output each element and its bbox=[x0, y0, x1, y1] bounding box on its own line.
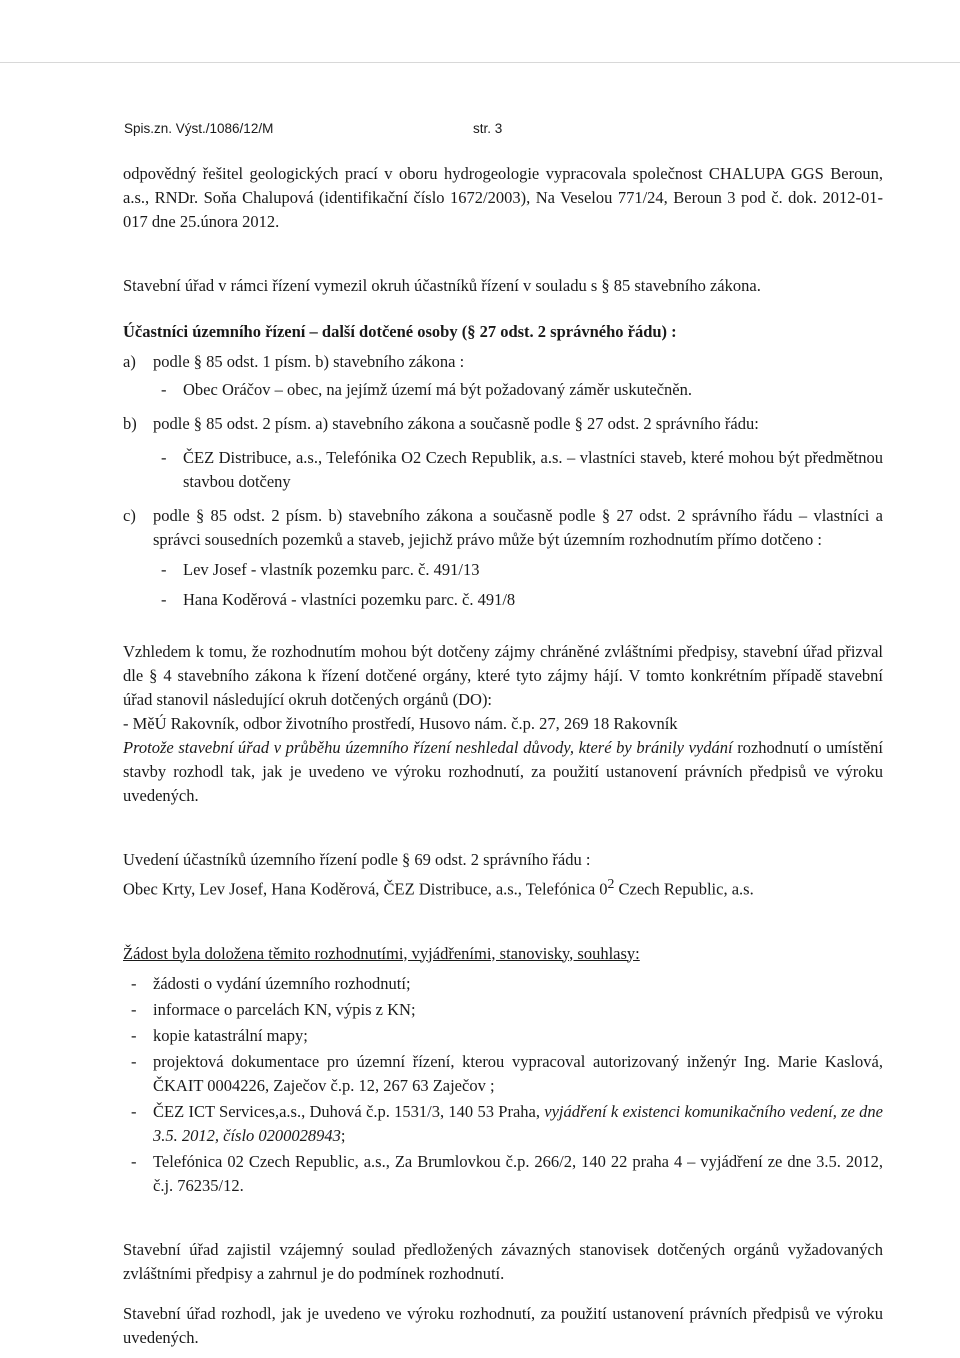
list-item-text: Lev Josef - vlastník pozemku parc. č. 491/13 bbox=[183, 560, 480, 579]
dash-bullet: - bbox=[161, 448, 167, 467]
list-item bbox=[153, 588, 883, 612]
list-item-text: projektová dokumentace pro územní řízení, kterou vypracoval autorizovaný inženýr Ing. Marie Kaslová, ČKAIT 0004226, Zaječov č.p. 12, 267 63 Zaječov ; bbox=[153, 1051, 883, 1095]
list-item bbox=[123, 1100, 883, 1148]
list-item bbox=[123, 972, 883, 996]
file-reference: Spis.zn. Výst./1086/12/M bbox=[124, 121, 274, 136]
list-item-text bbox=[153, 1100, 883, 1148]
authority-line: - MěÚ Rakovník, odbor životního prostředí, Husovo nám. č.p. 27, 269 18 Rakovník bbox=[123, 714, 678, 733]
list-item-text: informace o parcelách KN, výpis z KN; bbox=[153, 999, 416, 1019]
dash-bullet: - bbox=[161, 380, 167, 399]
item-text: podle § 85 odst. 2 písm. a) stavebního zákona a současně podle § 27 odst. 2 správního řádu: bbox=[153, 414, 759, 433]
attachments-list bbox=[123, 972, 883, 1198]
decision-italic-text: Protože stavební úřad v průběhu územního řízení neshledal důvody, které by bránily vydání bbox=[123, 738, 733, 757]
superscript: 2 bbox=[607, 876, 615, 891]
item-text-italic: vyjádření k existenci komunikačního vedení, ze dne 3.5. 2012, číslo 0200028943 bbox=[153, 1101, 883, 1145]
dash-bullet: - bbox=[131, 999, 137, 1019]
dash-bullet: - bbox=[131, 1051, 137, 1071]
attachments-heading: Žádost byla doložena těmito rozhodnutími, vyjádřeními, stanovisky, souhlasy: bbox=[123, 943, 640, 963]
list-item bbox=[153, 378, 883, 402]
decision-text: rozhodnutí o umístění stavby rozhodl tak, jak je uvedeno ve výroku rozhodnutí, za použití ustanovení právních předpisů ve výroku uvedených. bbox=[123, 738, 883, 805]
list-item bbox=[123, 1024, 883, 1048]
dash-bullet: - bbox=[131, 1025, 137, 1045]
list-item bbox=[123, 1150, 883, 1198]
list-item-text: ČEZ Distribuce, a.s., Telefónika O2 Czech Republik, a.s. – vlastníci staveb, které mohou být předmětnou stavbou dotčeny bbox=[183, 448, 883, 491]
participants-listing-names bbox=[123, 872, 883, 902]
participants-names-text-end: Czech Republic, a.s. bbox=[614, 879, 754, 899]
list-item bbox=[153, 446, 883, 494]
item-label: c) bbox=[123, 506, 136, 525]
dash-bullet: - bbox=[161, 590, 167, 609]
list-item-text: Obec Oráčov – obec, na jejímž území má být požadovaný záměr uskutečněn. bbox=[183, 380, 693, 399]
participants-names-text: Obec Krty, Lev Josef, Hana Koděrová, ČEZ Distribuce, a.s., Telefónica 0 bbox=[123, 879, 608, 899]
item-text-end: ; bbox=[340, 1125, 346, 1145]
list-item-text: kopie katastrální mapy; bbox=[153, 1025, 308, 1045]
document-body bbox=[123, 162, 883, 1350]
item-text: podle § 85 odst. 1 písm. b) stavebního zákona : bbox=[153, 352, 465, 371]
item-text: podle § 85 odst. 2 písm. b) stavebního zákona a současně podle § 27 odst. 2 správního řádu – vlastníci a správci sousedních pozemků a staveb, jejichž právo může být územním rozhodnutím přímo dotčeno : bbox=[153, 506, 883, 549]
list-item-text: Telefónica 02 Czech Republic, a.s., Za Brumlovkou č.p. 266/2, 140 22 praha 4 – vyjádření ze dne 3.5. 2012, č.j. 76235/12. bbox=[153, 1151, 883, 1195]
participant-group-a bbox=[123, 350, 883, 374]
page-number: str. 3 bbox=[473, 121, 503, 136]
item-text-plain: ČEZ ICT Services,a.s., Duhová č.p. 1531/3, 140 53 Praha, bbox=[153, 1101, 545, 1121]
item-label: b) bbox=[123, 414, 137, 433]
list-item bbox=[153, 558, 883, 582]
participants-listing-line: Uvedení účastníků územního řízení podle § 69 odst. 2 správního řádu : bbox=[123, 850, 591, 869]
top-rule bbox=[0, 62, 960, 63]
list-item bbox=[123, 1050, 883, 1098]
intro-paragraph: odpovědný řešitel geologických prací v oboru hydrogeologie vypracovala společnost CHALUPA GGS Beroun, a.s., RNDr. Soňa Chalupová (identifikační číslo 1672/2003), Na Veselou 771/24, Beroun 3 pod č. dok. 2012-01-017 dne 25.února 2012. bbox=[123, 164, 883, 231]
list-item-text: žádosti o vydání územního rozhodnutí; bbox=[153, 973, 411, 993]
dash-bullet: - bbox=[161, 560, 167, 579]
participant-group-c bbox=[123, 504, 883, 552]
item-label: a) bbox=[123, 352, 136, 371]
participant-group-b bbox=[123, 412, 883, 436]
conformity-paragraph: Stavební úřad zajistil vzájemný soulad předložených závazných stanovisek dotčených orgánů vyžadovaných zvláštními předpisy a zahrnul je do podmínek rozhodnutí. bbox=[123, 1239, 883, 1283]
participants-scope-paragraph: Stavební úřad v rámci řízení vymezil okruh účastníků řízení v souladu s § 85 stavebního zákona. bbox=[123, 276, 761, 295]
dash-bullet: - bbox=[131, 1151, 137, 1171]
decision-paragraph bbox=[123, 736, 883, 808]
dash-bullet: - bbox=[131, 1101, 137, 1121]
list-item bbox=[123, 998, 883, 1022]
dash-bullet: - bbox=[131, 973, 137, 993]
final-decision-paragraph: Stavební úřad rozhodl, jak je uvedeno ve výroku rozhodnutí, za použití ustanovení právních předpisů ve výroku uvedených. bbox=[123, 1303, 883, 1347]
participants-heading: Účastníci územního řízení – další dotčené osoby (§ 27 odst. 2 správného řádu) : bbox=[123, 322, 677, 341]
list-item-text: Hana Koděrová - vlastníci pozemku parc. č. 491/8 bbox=[183, 590, 516, 609]
affected-authorities-paragraph: Vzhledem k tomu, že rozhodnutím mohou být dotčeny zájmy chráněné zvláštními předpisy, stavební úřad přizval dle § 4 stavebního zákona k řízení dotčené orgány, které tyto zájmy hájí. V tomto konkrétním případě stavební úřad stanovil následující okruh dotčených orgánů (DO): bbox=[123, 642, 883, 709]
